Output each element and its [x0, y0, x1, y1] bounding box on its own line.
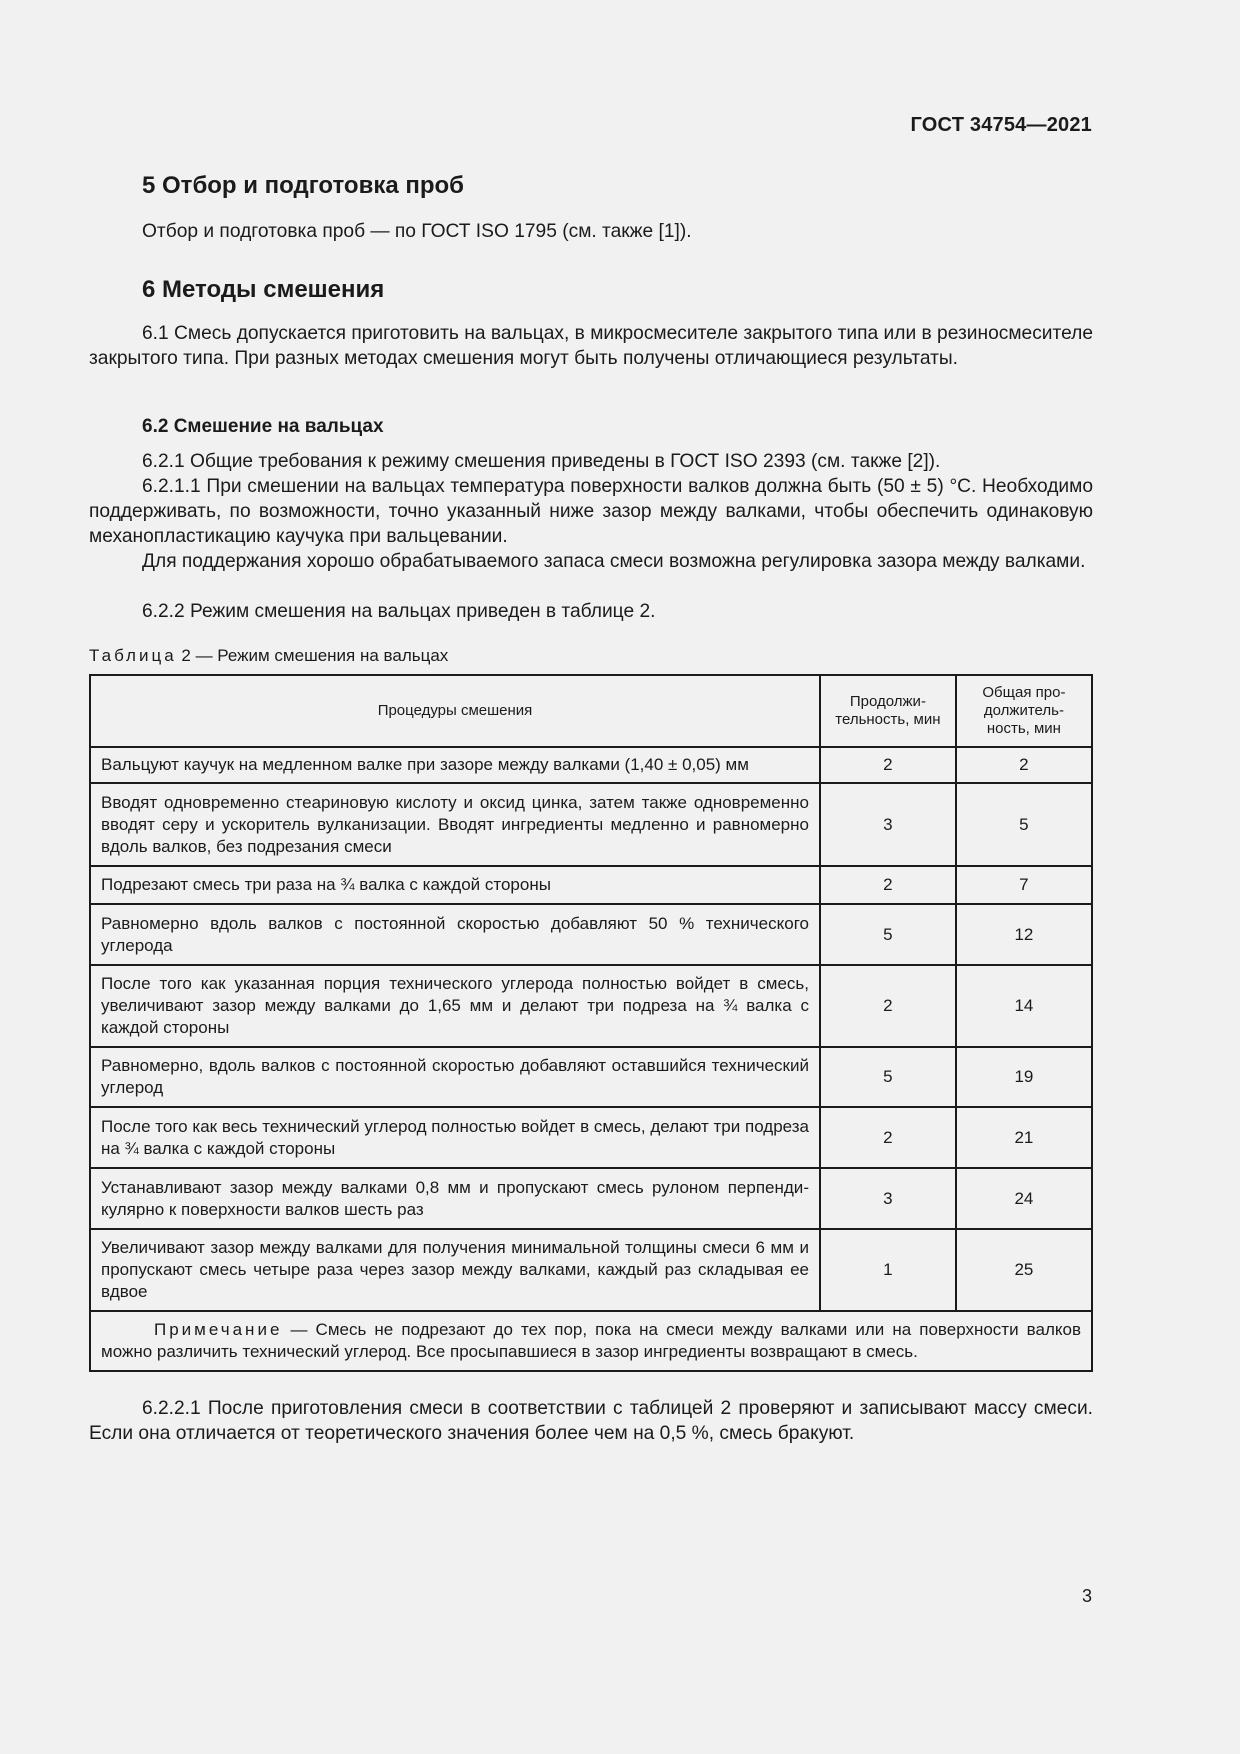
section-5-title: 5 Отбор и подготовка проб: [142, 172, 465, 199]
paragraph-6-2-1-1: 6.2.1.1 При смешении на вальцах температура поверхности валков должна быть (50 ± 5) °С. Необходимо поддерживать, по возможности, точно указанный ниже зазор между валками, чтобы обеспечить одинаковую механопластикацию каучука при вальцевании.: [89, 476, 1093, 547]
row-duration: 5: [820, 1047, 956, 1107]
row-procedure: Увеличивают зазор между валками для получения минимальной толщины смеси 6 мм и пропускают смесь четыре раза через зазор между валками, каждый раз складывая ее вдвое: [90, 1229, 820, 1311]
table-row: [90, 866, 1092, 904]
header-procedure: Процедуры смешения: [90, 675, 820, 747]
note-text: — Смесь не подрезают до тех пор, пока на смеси между валками или на поверхности валков можно различить технический углерод. Все просыпавшиеся в зазор ингредиенты возвращают в смесь.: [101, 1320, 1081, 1361]
paragraph-6-2-2: 6.2.2 Режим смешения на вальцах приведен в таблице 2.: [142, 601, 656, 622]
header-total: Общая продолжительность, мин: [956, 675, 1092, 747]
subsection-6-2-title: 6.2 Смешение на вальцах: [142, 416, 384, 437]
table-header-row: [90, 675, 1092, 747]
table-row: [90, 1168, 1092, 1229]
row-total: 7: [956, 866, 1092, 904]
row-procedure: Равномерно вдоль валков с постоянной скоростью добавляют 50 % технического углерода: [90, 904, 820, 965]
mixing-table: [89, 674, 1093, 1372]
row-procedure: Равномерно, вдоль валков с постоянной скоростью добавляют оставшийся технический углерод: [90, 1047, 820, 1107]
row-procedure: Устанавливают зазор между валками 0,8 мм и пропускают смесь рулоном перпендикулярно к поверхности валков шесть раз: [90, 1168, 820, 1229]
table-row: [90, 747, 1092, 783]
row-total: 14: [956, 965, 1092, 1047]
row-duration: 1: [820, 1229, 956, 1311]
table-row: [90, 965, 1092, 1047]
document-code: ГОСТ 34754—2021: [910, 114, 1092, 136]
row-duration: 3: [820, 1168, 956, 1229]
row-duration: 2: [820, 866, 956, 904]
row-total: 2: [956, 747, 1092, 783]
row-total: 5: [956, 783, 1092, 866]
row-total: 21: [956, 1107, 1092, 1168]
row-duration: 2: [820, 1107, 956, 1168]
row-procedure: После того как весь технический углерод полностью войдет в смесь, делают три подреза на ¾ валка с каждой стороны: [90, 1107, 820, 1168]
table-note: [90, 1311, 1092, 1371]
row-procedure: Подрезают смесь три раза на ¾ валка с каждой стороны: [90, 866, 820, 904]
page-number: 3: [1081, 1586, 1092, 1606]
row-procedure: После того как указанная порция технического углерода полностью войдет в смесь, увеличивают зазор между валками до 1,65 мм и делают три подреза на ¾ валка с каждой стороны: [90, 965, 820, 1047]
table-note-row: [90, 1311, 1092, 1371]
section-6-title: 6 Методы смешения: [142, 276, 385, 303]
table-caption: [89, 643, 1093, 668]
row-procedure: Вальцуют каучук на медленном валке при зазоре между валками (1,40 ± 0,05) мм: [90, 747, 820, 783]
row-duration: 2: [820, 965, 956, 1047]
table-caption-text: 2 — Режим смешения на вальцах: [181, 646, 449, 665]
table-row: [90, 904, 1092, 965]
paragraph-support: Для поддержания хорошо обрабатываемого запаса смеси возможна регулировка зазора между валками.: [142, 551, 1086, 572]
table-row: [90, 1047, 1092, 1107]
row-total: 25: [956, 1229, 1092, 1311]
row-total: 19: [956, 1047, 1092, 1107]
row-duration: 2: [820, 747, 956, 783]
row-procedure: Вводят одновременно стеариновую кислоту и оксид цинка, затем также одновременно вводят серу и ускоритель вулканизации. Вводят ингредиенты медленно и равномерно вдоль валков, без подрезания смеси: [90, 783, 820, 866]
row-total: 24: [956, 1168, 1092, 1229]
paragraph-6-1: 6.1 Смесь допускается приготовить на вальцах, в микросмесителе закрытого типа или в резиносмесителе закрытого типа. При разных методах смешения могут быть получены отличающиеся результаты.: [89, 323, 1093, 369]
row-duration: 5: [820, 904, 956, 965]
note-label: Примечание: [154, 1320, 283, 1339]
paragraph-6-2-2-1: 6.2.2.1 После приготовления смеси в соответствии с таблицей 2 проверяют и записывают массу смеси. Если она отличается от теоретического значения более чем на 0,5 %, смесь бракуют.: [89, 1398, 1093, 1444]
table-row: [90, 1229, 1092, 1311]
table-row: [90, 783, 1092, 866]
section-5-text: Отбор и подготовка проб — по ГОСТ ISO 1795 (см. также [1]).: [142, 221, 692, 242]
table-row: [90, 1107, 1092, 1168]
row-duration: 3: [820, 783, 956, 866]
paragraph-6-2-1: 6.2.1 Общие требования к режиму смешения приведены в ГОСТ ISO 2393 (см. также [2]).: [142, 451, 941, 472]
header-duration: Продолжительность, мин: [820, 675, 956, 747]
row-total: 12: [956, 904, 1092, 965]
table-caption-label: Таблица: [89, 646, 177, 665]
